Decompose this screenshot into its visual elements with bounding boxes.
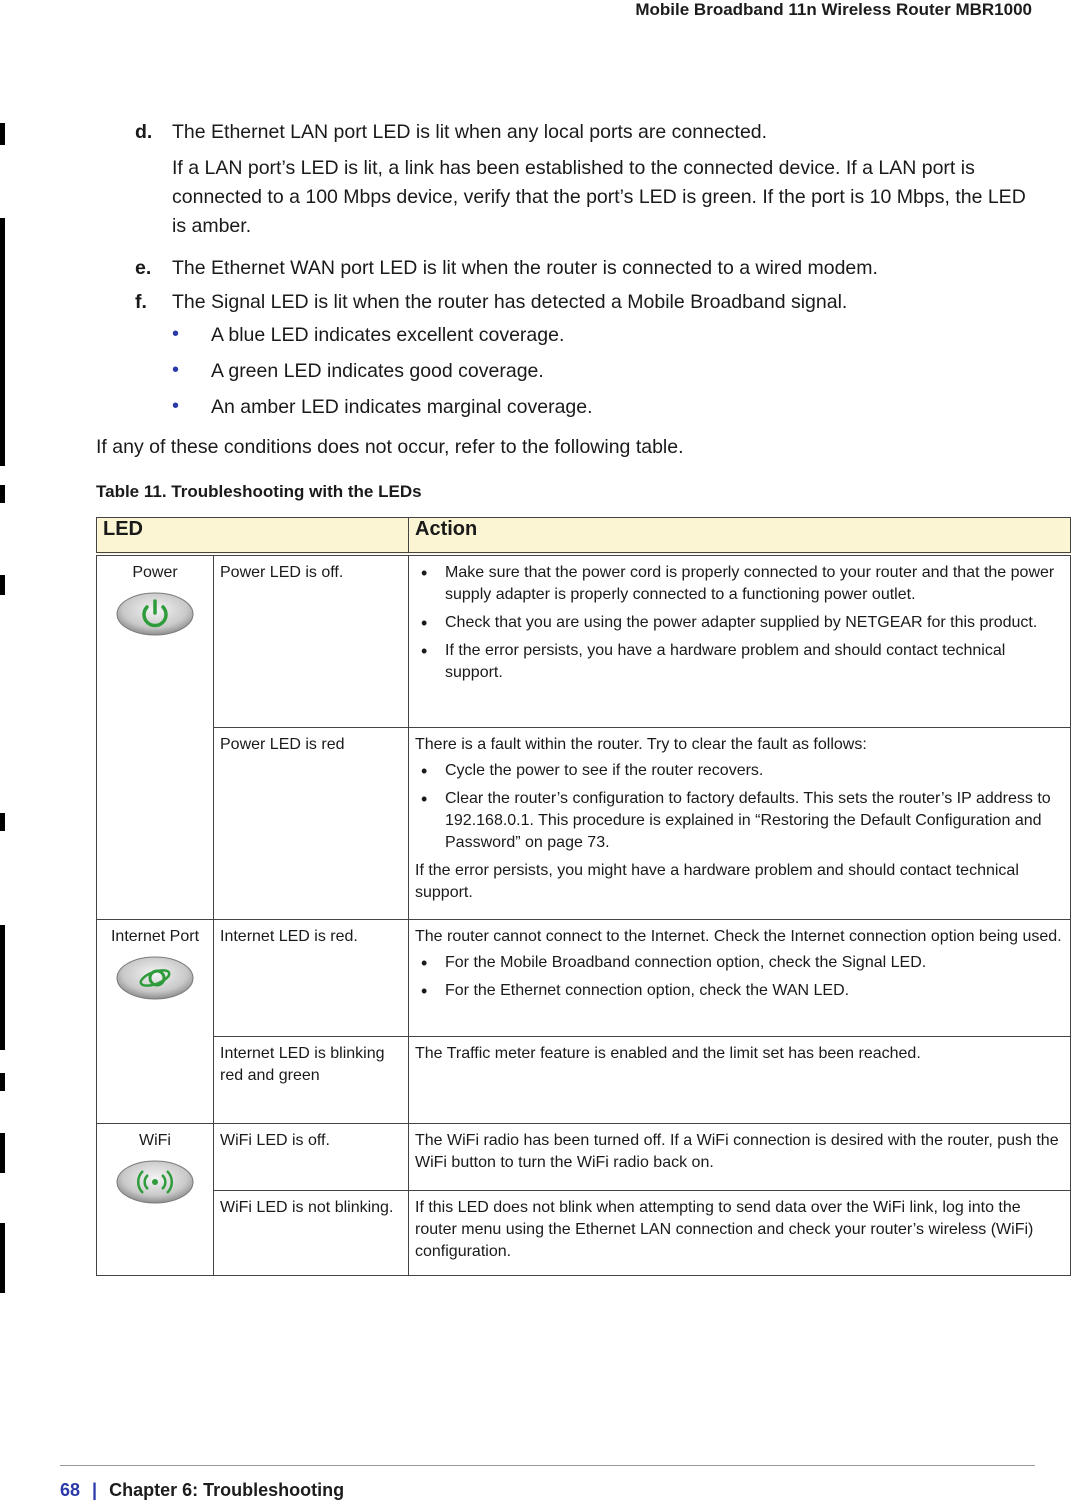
step-letter: e.: [135, 257, 152, 279]
table-row: [97, 554, 1071, 727]
table-caption: Table 11. Troubleshooting with the LEDs: [96, 482, 422, 501]
condition-cell: Internet LED is blinking red and green: [214, 1036, 409, 1123]
header-led: LED: [97, 518, 409, 555]
action-item: • Cycle the power to see if the router recovers.: [415, 760, 1064, 782]
action-text: If the error persists, you might have a hardware problem and should contact technical support.: [415, 861, 1019, 901]
table-row: [97, 919, 1071, 1036]
header-action: Action: [409, 518, 1071, 555]
table-row: [97, 727, 1071, 919]
led-cell-power: [97, 554, 214, 919]
condition-cell: WiFi LED is off.: [214, 1123, 409, 1190]
change-bar: [0, 485, 5, 503]
action-cell: If this LED does not blink when attempting to send data over the WiFi link, log into the router menu using the Ethernet LAN connection and check your router’s wireless (WiFi) configuration.: [409, 1190, 1071, 1275]
table-row: [97, 1190, 1071, 1275]
change-bar: [0, 925, 5, 1050]
led-name: Power: [132, 564, 178, 581]
page-number: 68: [60, 1480, 81, 1500]
step-letter: f.: [135, 291, 147, 313]
step-text: The Ethernet WAN port LED is lit when the router is connected to a wired modem.: [172, 257, 878, 279]
led-cell-internet: [97, 919, 214, 1123]
power-icon: [116, 592, 194, 636]
footer-separator: |: [92, 1480, 98, 1500]
action-item: • Check that you are using the power adapter supplied by NETGEAR for this product.: [415, 612, 1064, 634]
step-letter: d.: [135, 121, 153, 143]
action-cell: The WiFi radio has been turned off. If a WiFi connection is desired with the router, push the WiFi button to turn the WiFi radio back on.: [409, 1123, 1071, 1190]
action-item: • Clear the router’s configuration to factory defaults. This sets the router’s IP address to 192.168.0.1. This procedure is explained in “Restoring the Default Configuration and Password” on page 73.: [415, 788, 1064, 854]
change-bar: [0, 123, 5, 145]
led-name: Internet Port: [110, 927, 200, 945]
page-footer: [60, 1480, 344, 1501]
chapter-title: Chapter 6: Troubleshooting: [109, 1480, 345, 1500]
step-text: The Signal LED is lit when the router has detected a Mobile Broadband signal.: [172, 291, 848, 313]
action-item: • Make sure that the power cord is properly connected to your router and that the power supply adapter is properly connected to a functioning power outlet.: [415, 562, 1064, 606]
action-item: • For the Ethernet connection option, check the WAN LED.: [415, 980, 1064, 1002]
led-troubleshooting-table: [96, 517, 1071, 1276]
wifi-icon: [116, 1160, 194, 1204]
action-text: The router cannot connect to the Internet. Check the Internet connection option being used.: [415, 927, 1062, 945]
bullet-icon: •: [172, 359, 180, 381]
table-row: [97, 1123, 1071, 1190]
bullet-icon: •: [172, 323, 180, 345]
action-item: • For the Mobile Broadband connection option, check the Signal LED.: [415, 952, 1064, 974]
footer-rule: [60, 1465, 1035, 1466]
step-text: The Ethernet LAN port LED is lit when any local ports are connected.: [172, 121, 768, 143]
led-cell-wifi: [97, 1123, 214, 1275]
action-item: • If the error persists, you have a hardware problem and should contact technical support.: [415, 640, 1064, 684]
led-name: WiFi: [139, 1131, 171, 1149]
action-cell: The Traffic meter feature is enabled and the limit set has been reached.: [409, 1036, 1071, 1123]
action-cell: [409, 919, 1071, 1036]
change-bar: [0, 1073, 5, 1091]
condition-cell: Power LED is off.: [214, 554, 409, 727]
change-bar: [0, 218, 5, 466]
change-bar: [0, 1133, 5, 1173]
bullet-icon: •: [172, 395, 180, 417]
condition-cell: WiFi LED is not blinking.: [214, 1190, 409, 1275]
intro-paragraph: If any of these conditions does not occur, refer to the following table.: [96, 436, 684, 458]
change-bar: [0, 575, 5, 595]
globe-icon: [116, 956, 194, 1000]
condition-cell: Power LED is red: [214, 727, 409, 919]
action-cell: [409, 727, 1071, 919]
change-bar: [0, 813, 5, 831]
step-d-detail: If a LAN port’s LED is lit, a link has been established to the connected device. If a LAN port is connected to a 100 Mbps device, verify that the port’s LED is green. If the port is 10 Mbps, the LED is amber.: [172, 157, 1026, 237]
action-text: There is a fault within the router. Try to clear the fault as follows:: [415, 735, 867, 753]
table-header-row: [97, 518, 1071, 555]
change-bar: [0, 1223, 5, 1293]
condition-cell: Internet LED is red.: [214, 919, 409, 1036]
table-row: [97, 1036, 1071, 1123]
action-cell: [409, 554, 1071, 727]
running-header: Mobile Broadband 11n Wireless Router MBR1000: [635, 0, 1032, 19]
